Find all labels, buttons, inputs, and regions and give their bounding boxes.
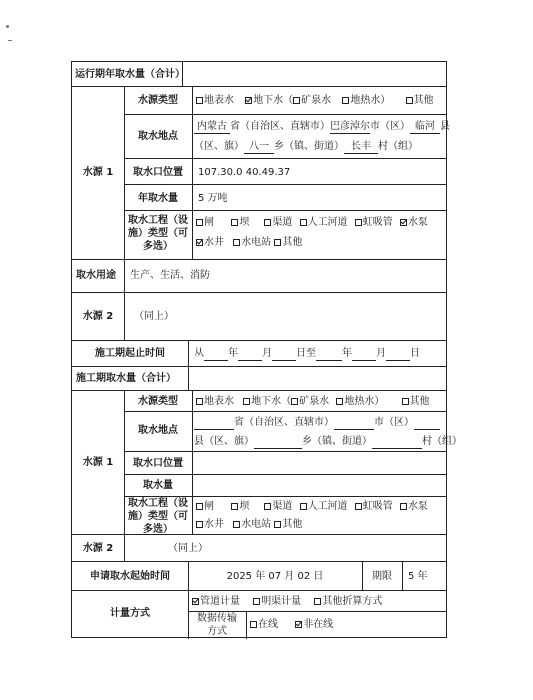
measure-other-conversion[interactable]: 其他折算方式 [314, 596, 382, 607]
cons-amount-input[interactable] [194, 476, 444, 494]
checkbox-icon [406, 97, 413, 104]
measure-options [192, 595, 382, 608]
cons-village-value[interactable] [372, 435, 422, 449]
cons-source1-label: 水源 1 [82, 457, 114, 468]
checkbox-checked-icon [196, 239, 203, 246]
op-eng-gate[interactable]: 闸 [196, 217, 214, 228]
checkbox-icon [314, 598, 321, 605]
cons-town-value[interactable] [254, 435, 302, 449]
op-type-mineral[interactable]: 矿泉水 [293, 95, 331, 106]
cons-type-geothermal[interactable]: 地热水） [336, 396, 384, 407]
checkbox-icon [253, 598, 260, 605]
cons-eng-artificial-river[interactable]: 人工河道 [300, 501, 348, 512]
cons-location-line2: 县（区、旗） 乡（镇、街道） 村（组） [194, 436, 462, 447]
checkbox-icon [196, 503, 203, 510]
construction-period-value: 从 年 月 日至 年 月 日 [194, 348, 420, 359]
checkbox-checked-icon [295, 621, 302, 628]
op-engineering-label: 取水工程（设 施）类型（可 多选） [128, 215, 188, 252]
checkbox-icon [355, 503, 362, 510]
cons-eng-well[interactable]: 水井 [196, 519, 224, 530]
checkbox-icon [342, 97, 349, 104]
op-position-label: 取水口位置 [133, 167, 183, 178]
apply-period-label: 期限 [372, 571, 392, 582]
op-eng-hydropower[interactable]: 水电站 [233, 237, 271, 248]
cons-type-other[interactable]: 其他 [402, 396, 430, 407]
scan-mark [6, 25, 9, 28]
cons-eng-other[interactable]: 其他 [274, 519, 302, 530]
cons-location-label: 取水地点 [138, 425, 178, 436]
checkbox-icon [291, 398, 298, 405]
transmission-offline[interactable]: 非在线 [295, 619, 333, 630]
cons-source2-label: 水源 2 [82, 543, 114, 554]
period-end-month[interactable] [352, 347, 376, 361]
op-eng-siphon[interactable]: 虹吸管 [355, 217, 393, 228]
cons-type-ground[interactable]: 地下水（ [243, 396, 291, 407]
apply-start-value[interactable]: 2025 年 07 月 02 日 [226, 571, 324, 582]
op-source1-label: 水源 1 [82, 167, 114, 178]
cons-location-line1: 省（自治区、直辖市） 市（区） [194, 416, 440, 430]
use-value[interactable]: 生产、生活、消防 [130, 270, 210, 281]
cons-city-value[interactable] [334, 416, 374, 430]
cons-source2-value[interactable]: （同上） [168, 543, 208, 554]
op-engineering-row2 [196, 236, 302, 249]
measure-pipe[interactable]: 管道计量 [192, 596, 240, 607]
use-label: 取水用途 [76, 270, 116, 281]
checkbox-icon [233, 239, 240, 246]
construction-period-label: 施工期起止时间 [95, 348, 165, 359]
source2-label: 水源 2 [82, 311, 114, 322]
cons-eng-canal[interactable]: 渠道 [264, 501, 292, 512]
water-permit-table [71, 61, 462, 638]
cons-position-input[interactable] [194, 453, 444, 472]
cons-position-label: 取水口位置 [133, 458, 183, 469]
cons-eng-hydropower[interactable]: 水电站 [233, 519, 271, 530]
transmission-online[interactable]: 在线 [250, 619, 278, 630]
checkbox-icon [274, 239, 281, 246]
checkbox-icon [300, 503, 307, 510]
op-type-other[interactable]: 其他 [406, 95, 434, 106]
cons-type-options [196, 395, 430, 408]
period-end-year[interactable] [316, 347, 342, 361]
checkbox-icon [300, 219, 307, 226]
op-eng-dam[interactable]: 坝 [231, 217, 249, 228]
source2-value[interactable]: （同上） [134, 311, 174, 322]
checkbox-icon [231, 503, 238, 510]
operation-total-input[interactable] [184, 64, 444, 84]
cons-type-surface[interactable]: 地表水 [196, 396, 234, 407]
cons-amount-label: 取水量 [143, 480, 173, 491]
period-start-day[interactable] [272, 347, 296, 361]
op-county-value[interactable]: 临河 [410, 120, 440, 134]
cons-eng-gate[interactable]: 闸 [196, 501, 214, 512]
op-position-value[interactable]: 107.30.0 40.49.37 [198, 167, 291, 178]
checkbox-icon [196, 97, 203, 104]
checkbox-icon [243, 398, 250, 405]
transmission-options [250, 618, 333, 631]
op-type-surface[interactable]: 地表水 [196, 95, 234, 106]
cons-province-value[interactable] [194, 416, 234, 430]
cons-eng-pump[interactable]: 水泵 [400, 501, 428, 512]
checkbox-icon [233, 521, 240, 528]
checkbox-icon [274, 521, 281, 528]
checkbox-icon [402, 398, 409, 405]
period-start-year[interactable] [204, 347, 228, 361]
apply-period-value[interactable]: 5 年 [408, 571, 428, 582]
checkbox-icon [336, 398, 343, 405]
cons-eng-siphon[interactable]: 虹吸管 [355, 501, 393, 512]
checkbox-icon [196, 219, 203, 226]
cons-engineering-label: 取水工程（设 施）类型（可 多选） [128, 498, 188, 535]
op-province-value[interactable]: 内蒙古 [194, 120, 230, 134]
cons-engineering-row2 [196, 518, 302, 531]
op-location-label: 取水地点 [138, 131, 178, 142]
operation-total-label: 运行期年取水量（合计） [75, 69, 185, 80]
checkbox-checked-icon [245, 97, 252, 104]
op-type-label: 水源类型 [138, 95, 178, 106]
checkbox-icon [293, 97, 300, 104]
op-city-value[interactable]: 巴彦淖尔 [330, 121, 370, 132]
measure-label: 计量方式 [110, 608, 150, 619]
op-type-options [196, 94, 434, 107]
op-eng-canal[interactable]: 渠道 [264, 217, 292, 228]
apply-start-label: 申请取水起始时间 [90, 571, 170, 582]
op-eng-pump[interactable]: 水泵 [400, 217, 428, 228]
scan-mark [8, 40, 12, 41]
checkbox-checked-icon [400, 219, 407, 226]
op-village-value[interactable]: 长丰 [344, 140, 378, 154]
cons-eng-dam[interactable]: 坝 [231, 501, 249, 512]
cons-type-label: 水源类型 [138, 396, 178, 407]
op-eng-artificial-river[interactable]: 人工河道 [300, 217, 348, 228]
op-eng-other[interactable]: 其他 [274, 237, 302, 248]
cons-county-value[interactable] [414, 416, 440, 430]
construction-total-label: 施工期取水量（合计） [76, 373, 176, 384]
op-town-value[interactable]: 八一 [244, 140, 274, 154]
measure-open-channel[interactable]: 明渠计量 [253, 596, 301, 607]
checkbox-icon [400, 503, 407, 510]
cons-engineering-row1 [196, 500, 428, 513]
op-engineering-row1 [196, 216, 428, 229]
cons-type-mineral[interactable]: 矿泉水 [291, 396, 329, 407]
op-location-line1: 内蒙古 省（自治区、直辖市）巴彦淖尔市（区） 临河 县 [194, 120, 450, 134]
op-annual-value[interactable]: 5 万吨 [198, 193, 228, 204]
op-eng-well[interactable]: 水井 [196, 237, 224, 248]
op-type-geothermal[interactable]: 地热水） [342, 95, 390, 106]
checkbox-icon [264, 503, 271, 510]
checkbox-icon [355, 219, 362, 226]
checkbox-icon [231, 219, 238, 226]
period-start-month[interactable] [238, 347, 262, 361]
period-end-day[interactable] [386, 347, 410, 361]
checkbox-icon [196, 521, 203, 528]
op-location-line2: （区、旗） 八一 乡（镇、街道） 长丰 村（组） [194, 141, 418, 152]
transmission-label: 数据传输 方式 [197, 613, 237, 637]
construction-total-input[interactable] [190, 368, 444, 388]
checkbox-icon [250, 621, 257, 628]
checkbox-icon [196, 398, 203, 405]
op-annual-label: 年取水量 [138, 193, 178, 204]
checkbox-checked-icon [192, 598, 199, 605]
op-type-ground[interactable]: 地下水（ [245, 95, 293, 106]
checkbox-icon [264, 219, 271, 226]
